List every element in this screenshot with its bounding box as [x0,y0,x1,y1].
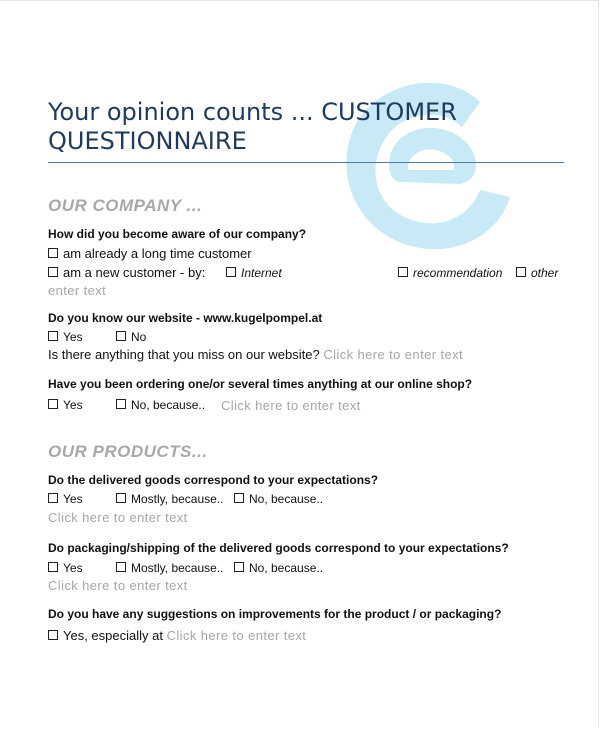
option-internet[interactable]: Internet [226,266,282,280]
question-awareness: How did you become aware of our company? [48,227,307,241]
packaging-options-row [48,561,448,577]
option-packaging-yes[interactable]: Yes [48,561,83,575]
question-goods-expectations: Do the delivered goods correspond to your expectations? [48,473,379,487]
website-missing-text-field[interactable]: Click here to enter text [323,347,464,362]
option-new-customer[interactable]: am a new customer - by: [48,265,205,280]
checkbox-icon[interactable] [48,267,58,277]
question-online-shop: Have you been ordering one/or several times anything at our online shop? [48,377,473,391]
checkbox-icon[interactable] [116,493,126,503]
website-followup: Is there anything that you miss on our website? Click here to enter text [48,347,464,362]
checkbox-icon[interactable] [48,248,58,258]
checkbox-icon[interactable] [48,331,58,341]
checkbox-icon[interactable] [48,493,58,503]
shop-reason-text-field[interactable]: Click here to enter text [221,398,361,413]
checkbox-icon[interactable] [234,562,244,572]
option-website-yes[interactable]: Yes [48,330,83,344]
checkbox-icon[interactable] [116,331,126,341]
awareness-text-field[interactable]: enter text [48,283,107,298]
option-goods-mostly[interactable]: Mostly, because.. [116,492,223,506]
checkbox-icon[interactable] [116,562,126,572]
question-packaging-expectations: Do packaging/shipping of the delivered goods correspond to your expectations? [48,541,509,555]
section-heading-company: OUR COMPANY ... [48,196,203,215]
section-heading-products: OUR PRODUCTS... [48,442,208,461]
checkbox-icon[interactable] [48,630,58,640]
option-website-no[interactable]: No [116,330,146,344]
checkbox-icon[interactable] [398,267,408,277]
option-goods-yes[interactable]: Yes [48,492,83,506]
checkbox-icon[interactable] [516,267,526,277]
option-packaging-mostly[interactable]: Mostly, because.. [116,561,223,575]
goods-options-row [48,492,448,508]
option-suggestions-yes[interactable]: Yes, especially at [48,628,163,643]
packaging-text-field[interactable]: Click here to enter text [48,578,188,593]
option-goods-no[interactable]: No, because.. [234,492,323,506]
checkbox-icon[interactable] [116,399,126,409]
checkbox-icon[interactable] [234,493,244,503]
page-title: Your opinion counts ... CUSTOMER QUESTIONNAIRE [48,98,457,155]
goods-text-field[interactable]: Click here to enter text [48,510,188,525]
website-options-row [48,330,248,346]
checkbox-icon[interactable] [48,399,58,409]
option-long-time-customer[interactable]: am already a long time customer [48,246,252,261]
suggestions-text-field[interactable]: Click here to enter text [166,628,307,643]
online-shop-options-row [48,398,568,416]
checkbox-icon[interactable] [226,267,236,277]
option-packaging-no[interactable]: No, because.. [234,561,323,575]
option-shop-no[interactable]: No, because.. [116,398,205,412]
question-website: Do you know our website - www.kugelpompel.at [48,311,323,325]
option-shop-yes[interactable]: Yes [48,398,83,412]
option-new-customer-row [48,265,568,283]
suggestions-row [48,628,306,643]
question-suggestions: Do you have any suggestions on improvements for the product / or packaging? [48,607,502,621]
title-divider [48,162,564,163]
option-other[interactable]: other [516,266,558,280]
checkbox-icon[interactable] [48,562,58,572]
option-recommendation[interactable]: recommendation [398,266,502,280]
